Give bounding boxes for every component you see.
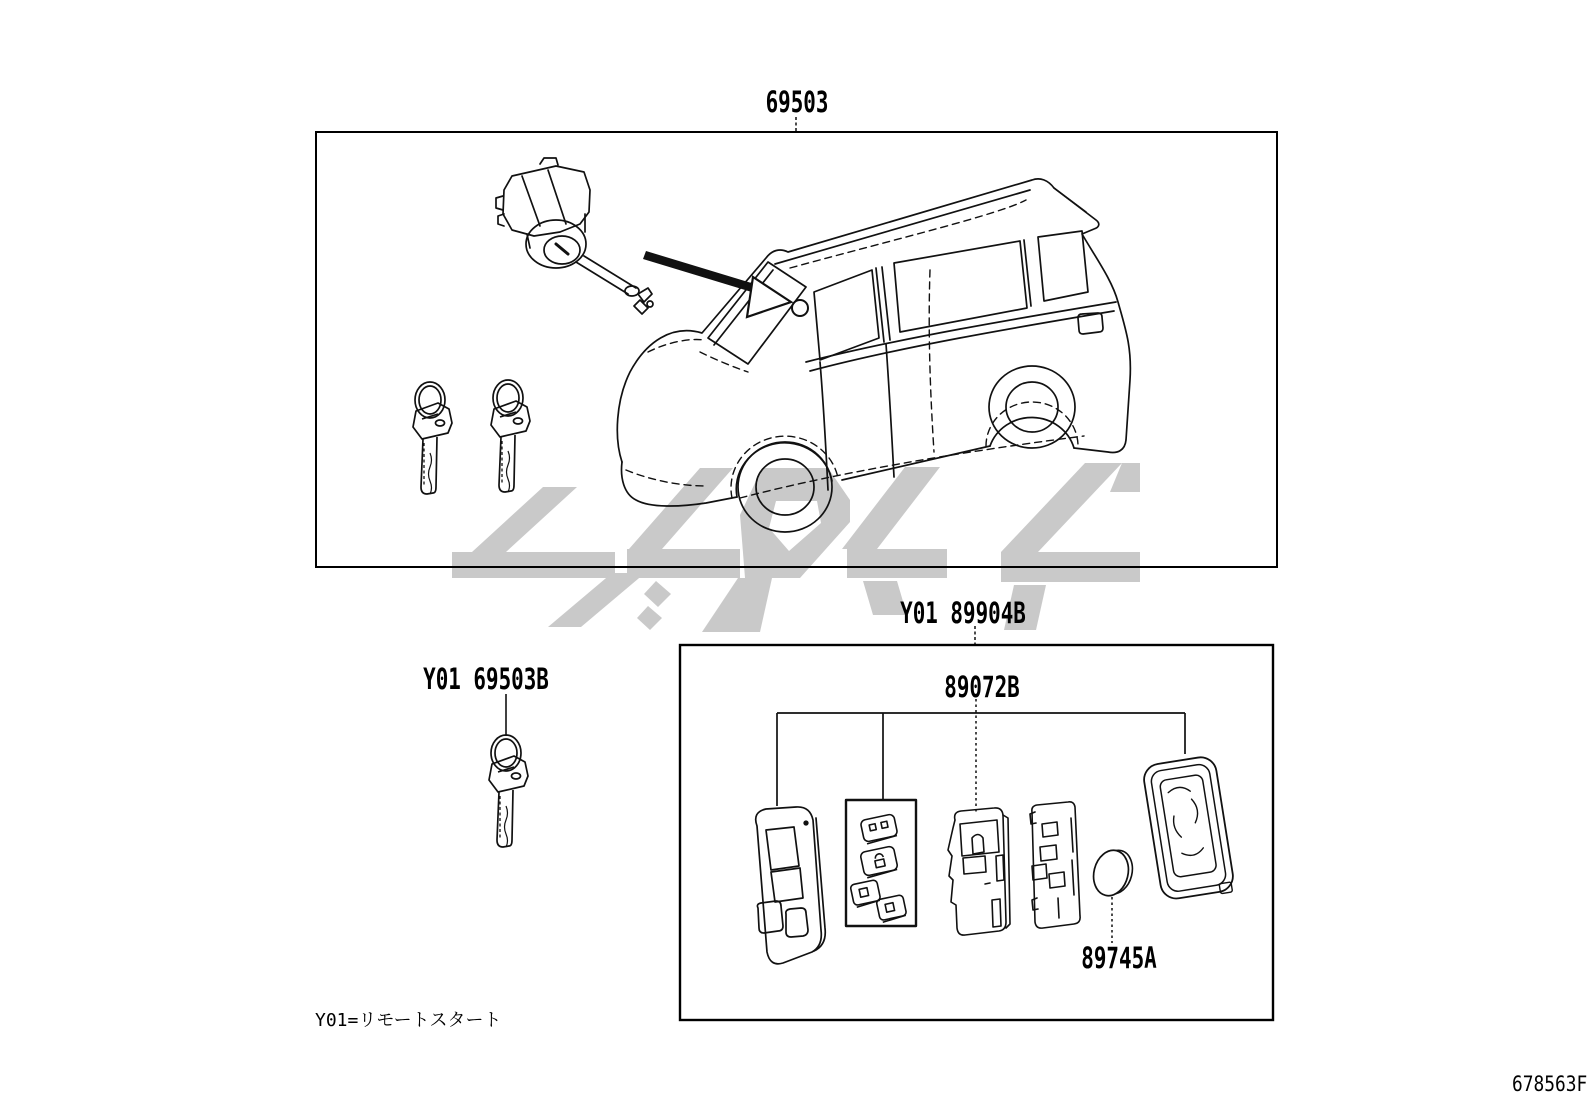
smart-key-transmitter-module [948, 808, 1010, 935]
label-key-blank: Y01 69503B [423, 662, 549, 696]
label-battery: 89745A [1081, 941, 1157, 975]
pointer-arrow [643, 251, 791, 317]
label-transmitter-assy: Y01 89904B [900, 596, 1026, 630]
label-transmitter-sub-assy: 89072B [944, 670, 1020, 704]
smart-key-buttons [846, 800, 916, 926]
master-key-illustration-1 [413, 382, 452, 494]
page-code: 678563F [1512, 1072, 1588, 1096]
key-blank-illustration [489, 735, 528, 847]
smart-key-inner-cover [1030, 802, 1080, 928]
smart-key-back-case [1142, 755, 1236, 903]
smart-key-front-case [756, 807, 826, 964]
door-lock-cylinder-illustration [496, 158, 653, 314]
label-lock-set: 69503 [765, 85, 829, 119]
remote-start-footnote: Y01=リモートスタート [315, 1010, 502, 1031]
parts-box-lock-set [316, 132, 1277, 567]
watermark-logo [452, 463, 1140, 632]
master-key-illustration-2 [491, 380, 530, 492]
smart-key-battery [1089, 847, 1137, 900]
